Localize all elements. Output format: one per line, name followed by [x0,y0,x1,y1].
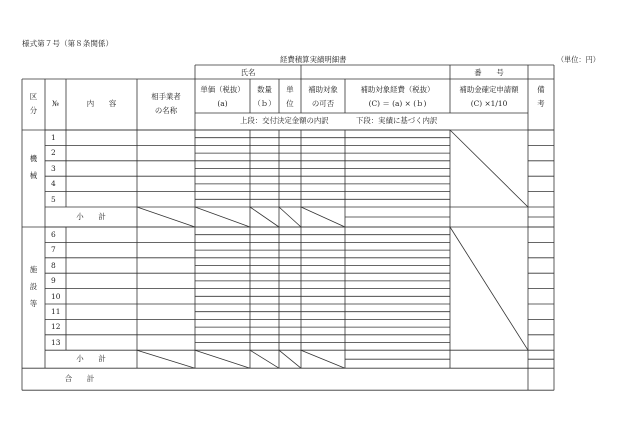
row-number: 1 [51,133,56,142]
col-tanka: 単価（税抜） [200,85,245,94]
form-number: 様式第７号（第８条関係） [22,39,114,48]
row-number: 2 [51,148,56,158]
col-aite: 相手業者 [151,92,181,101]
row-number: 8 [51,260,56,270]
diagonal-line [301,207,345,227]
row-number: 12 [51,322,61,332]
name-label: 氏名 [240,68,256,77]
row-number: 3 [51,163,56,173]
col-shinsei: 補助金確定申請額 [459,85,519,94]
note-upper: 上段：交付決定金額の内訳 [240,116,329,125]
col-aite: の名称 [154,106,178,115]
form-title: 経費積算実績明細書 [280,55,347,64]
col-kubun: 区 [29,92,38,101]
diagonal-line [279,350,301,368]
row-number: 7 [51,245,56,255]
col-suryo: （ｂ） [253,99,276,108]
number-label: 番 号 [474,68,504,77]
col-suryo: 数量 [257,85,272,94]
diagonal-line [250,207,279,227]
row-number: 11 [51,307,61,316]
diagonal-line [250,350,279,368]
unit-label: （単位：円） [556,55,600,64]
col-no: № [52,99,59,108]
row-number: 5 [51,194,56,204]
col-tani: 単 [286,85,294,94]
section-label: 械 [29,170,38,180]
col-biko: 備 [537,85,545,94]
col-keihi: (C) ＝ (a) × (ｂ) [368,99,427,108]
diagonal-line [279,207,301,227]
diagonal-line [195,350,250,368]
col-biko: 考 [537,99,545,108]
diagonal-line [450,227,528,350]
diagonal-line [137,207,195,227]
col-tanka: (a) [217,99,228,108]
col-shinsei: (C) ×1/10 [470,99,508,108]
section-label: 等 [29,299,38,309]
section-label: 設 [29,282,38,292]
col-naiyou: 内 容 [86,99,117,108]
row-number: 6 [51,230,56,239]
note-lower: 下段：実績に基づく内訳 [356,116,438,125]
total-label: 合 計 [64,374,95,384]
row-number: 9 [51,276,56,286]
col-keihi: 補助対象経費（税抜） [360,85,435,94]
diagonal-line [450,130,528,207]
section-label: 機 [29,153,38,163]
col-kahi: 補助対象 [308,85,338,94]
row-number: 10 [51,291,61,301]
col-kahi: の可否 [311,99,335,108]
subtotal-label: 小 計 [76,212,106,221]
subtotal-label: 小 計 [76,354,106,364]
diagonal-line [195,207,250,227]
section-label: 施 [29,265,38,275]
diagonal-line [137,350,195,368]
row-number: 4 [51,179,56,189]
col-kubun: 分 [29,106,38,115]
row-number: 13 [51,337,61,347]
col-tani: 位 [286,99,294,108]
diagonal-line [301,350,345,368]
